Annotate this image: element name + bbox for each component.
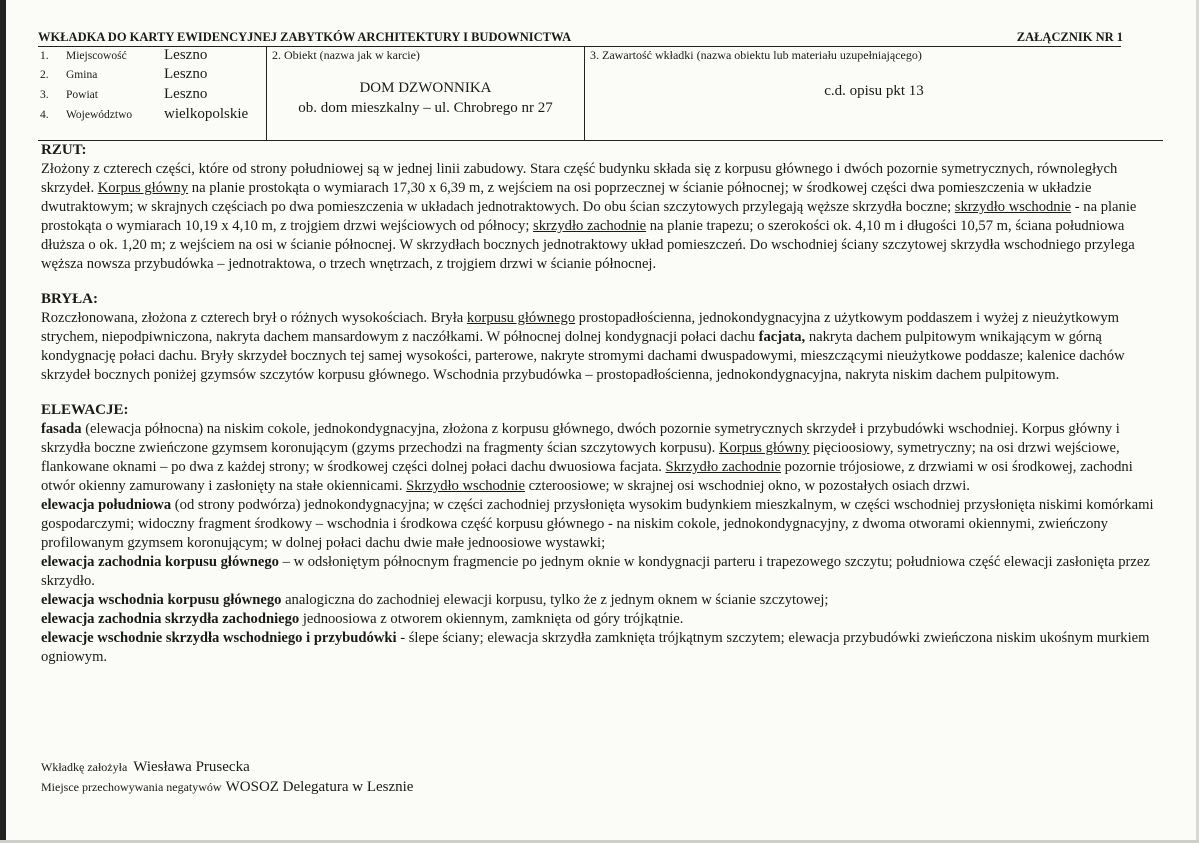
bold-term: elewacja południowa [41,497,172,513]
object-heading: 2. Obiekt (nazwa jak w karcie) [272,48,420,62]
location-row-town [40,46,266,65]
row-value: wielkopolskie [164,106,249,122]
location-row-county [40,85,266,104]
storage-label: Miejsce przechowywania negatywów [41,780,222,794]
row-value: Leszno [164,66,208,82]
underlined-term: Skrzydło zachodnie [665,459,781,475]
west-wing-elevation-paragraph [41,610,1161,629]
text-run: pięcioosiowy, symetryczny; na osi drzwi wejściowe, flankowane oknami – po dwa z każdej strony; w środkowej części dolnej połaci dachu dwuosiowa facjata. [41,440,1120,475]
row-number: 3. [40,89,49,101]
row-label: Powiat [66,89,98,101]
section-heading-bryla: BRYŁA: [41,291,98,307]
attachment-label: ZAŁĄCZNIK NR 1 [1016,30,1123,44]
text-run: Rozczłonowana, złożona z czterech brył o różnych wysokościach. Bryła [41,310,467,326]
section-heading-elewacje: ELEWACJE: [41,402,129,418]
location-row-commune [40,65,266,84]
text-run: - na planie prostokąta o wymiarach 10,19 x 4,10 m, z trojgiem drzwi wejściowych od północy; [41,199,1137,234]
storage-value: WOSOZ Delegatura w Lesznie [225,779,414,795]
text-run: nakryta dachem pulpitowym wnikającym w górną kondygnację połaci dachu. Bryły skrzydeł bocznych tej samej wysokości, parterowe, nakryte stromymi dachami dwuspadowymi, mieszczącymi nieużytkowe poddasze; kalenice dachów skrzydeł bocznych poniżej gzymsów szczytów korpusu głównego. Wschodnia przybudówka – prostopadłościenna, jednokondygnacyjna, nakryta niskim dachem pulpitowym. [41,329,1125,383]
underlined-term: Skrzydło wschodnie [406,478,525,494]
row-number: 1. [40,50,49,62]
south-elevation-paragraph [41,496,1161,553]
contents-value: c.d. opisu pkt 13 [824,83,924,99]
author-label: Wkładkę założyła [41,760,128,774]
row-number: 4. [40,109,49,121]
text-run: (elewacja północna) na niskim cokole, jednokondygnacyjna, złożona z korpusu głównego, dwóch pozornie symetrycznych skrzydeł i przybudówki wschodniej. Korpus główny i skrzydła boczne zwieńczone gzymsem koronującym (gzyms przechodzi na fragmenty ścian szczytowych korpusu). [41,421,1120,456]
location-row-voivodeship [40,105,266,124]
bold-term: facjata, [758,329,806,345]
info-grid [38,46,1163,141]
west-elevation-paragraph [41,553,1161,591]
object-column [267,46,585,140]
facade-paragraph [41,420,1161,496]
section-gap [41,274,1161,290]
text-run: analogiczna do zachodniej elewacji korpusu, tylko że z jednym oknem w ścianie szczytowej; [281,592,829,608]
object-name: DOM DZWONNIKA [359,80,492,96]
author-line [41,759,250,776]
bold-term: elewacja zachodnia skrzydła zachodniego [41,611,300,627]
location-column [38,46,267,140]
form-header [38,30,1121,47]
text-run: prostopadłościenna, jednokondygnacyjna z użytkowym poddaszem i wyżej z nieużytkowym strychem, niepodpiwniczona, nakryta dachem mansardowym z naczółkami. W północnej dolnej kondygnacji połaci dachu [41,310,1120,345]
underlined-term: Korpus główny [97,180,189,196]
row-value: Leszno [164,86,208,102]
rzut-paragraph [41,160,1161,274]
bryla-paragraph [41,309,1161,385]
description-body [41,141,1161,667]
underlined-term: skrzydło zachodnie [533,218,647,234]
text-run: pozornie trójosiowe, z drzwiami w osi środkowej, zachodni otwór okienny zamurowany i zasłonięty na stałe okiennicami. [41,459,1133,494]
bold-term: fasada [41,421,82,437]
bold-term: elewacja zachodnia korpusu głównego [41,554,279,570]
row-label: Województwo [66,109,133,121]
contents-heading: 3. Zawartość wkładki (nazwa obiektu lub materiału uzupełniającego) [590,48,922,62]
text-run: - ślepe ściany; elewacja skrzydła zamknięta trójkątnym szczytem; elewacja przybudówki zwieńczona niskim ukośnym murkiem ogniowym. [41,630,1150,665]
underlined-term: skrzydło wschodnie [954,199,1072,215]
contents-column [585,46,1163,140]
underlined-term: Korpus główny [718,440,810,456]
row-label: Gmina [66,69,98,81]
text-run: na planie prostokąta o wymiarach 17,30 x 6,39 m, z wejściem na osi poprzecznej w ścianie północnej; w środkowej części dwa pomieszczenia w układzie dwutraktowym; w skrajnych częściach po dwa pomieszczenia w układach jednotraktowych. Do obu ścian szczytowych przylegają węższe skrzydła boczne; [41,180,1092,215]
text-run: (od strony podwórza) jednokondygnacyjna; w części zachodniej przysłonięta wysokim budynkiem mieszkalnym, w części wschodniej przysłonięta niskimi komórkami gospodarczymi; widoczny fragment środkowy – wschodnia i środkowa część korpusu głównego - na niskim cokole, jednokondygnacyjny, z dwoma otworami okiennymi, zwieńczony profilowanym gzymsem koronującym; w dolnej połaci dachu dwie małe jednoosiowe wystawki; [41,497,1154,551]
storage-line [41,779,413,796]
bold-term: elewacja wschodnia korpusu głównego [41,592,282,608]
east-wing-elevation-paragraph [41,629,1161,667]
object-subtitle: ob. dom mieszkalny – ul. Chrobrego nr 27 [298,100,553,116]
east-elevation-paragraph [41,591,1161,610]
section-heading-rzut: RZUT: [41,142,87,158]
author-name: Wiesława Prusecka [133,759,250,775]
form-title: WKŁADKA DO KARTY EWIDENCYJNEJ ZABYTKÓW ARCHITEKTURY I BUDOWNICTWA [38,30,572,44]
text-run: czteroosiowe; w skrajnej osi wschodniej okno, w pozostałych osiach drzwi. [524,478,970,494]
text-run: Złożony z czterech części, które od strony południowej są w jednej linii zabudowy. Stara część budynku składa się z korpusu głównego i dwóch pozornie symetrycznych, równoległych skrzydeł. [41,161,1118,196]
scan-edge-left [0,0,6,843]
row-label: Miejscowość [66,50,127,62]
section-gap [41,385,1161,401]
underlined-term: korpusu głównego [466,310,576,326]
bold-term: elewacje wschodnie skrzydła wschodniego i przybudówki [41,630,397,646]
row-value: Leszno [164,47,208,63]
text-run: jednoosiowa z otworem okiennym, zamknięta od góry trójkątnie. [299,611,684,627]
text-run: na planie trapezu; o szerokości ok. 4,10 m i długości 10,57 m, ściana południowa dłuższa o ok. 1,20 m; z wejściem na osi w ścianie północnej. W skrzydłach bocznych jednotraktowy układ pomieszczeń. Do wschodniej ściany szczytowej skrzydła wschodniego przylega węższa nowsza przybudówka – jednotraktowa, o trzech wnętrzach, z trojgiem drzwi w ścianie północnej. [41,218,1135,272]
text-run: – w odsłoniętym północnym fragmencie po jednym oknie w kondygnacji parteru i trapezowego szczytu; południowa część elewacji zasłonięta przez skrzydło. [41,554,1150,589]
row-number: 2. [40,69,49,81]
